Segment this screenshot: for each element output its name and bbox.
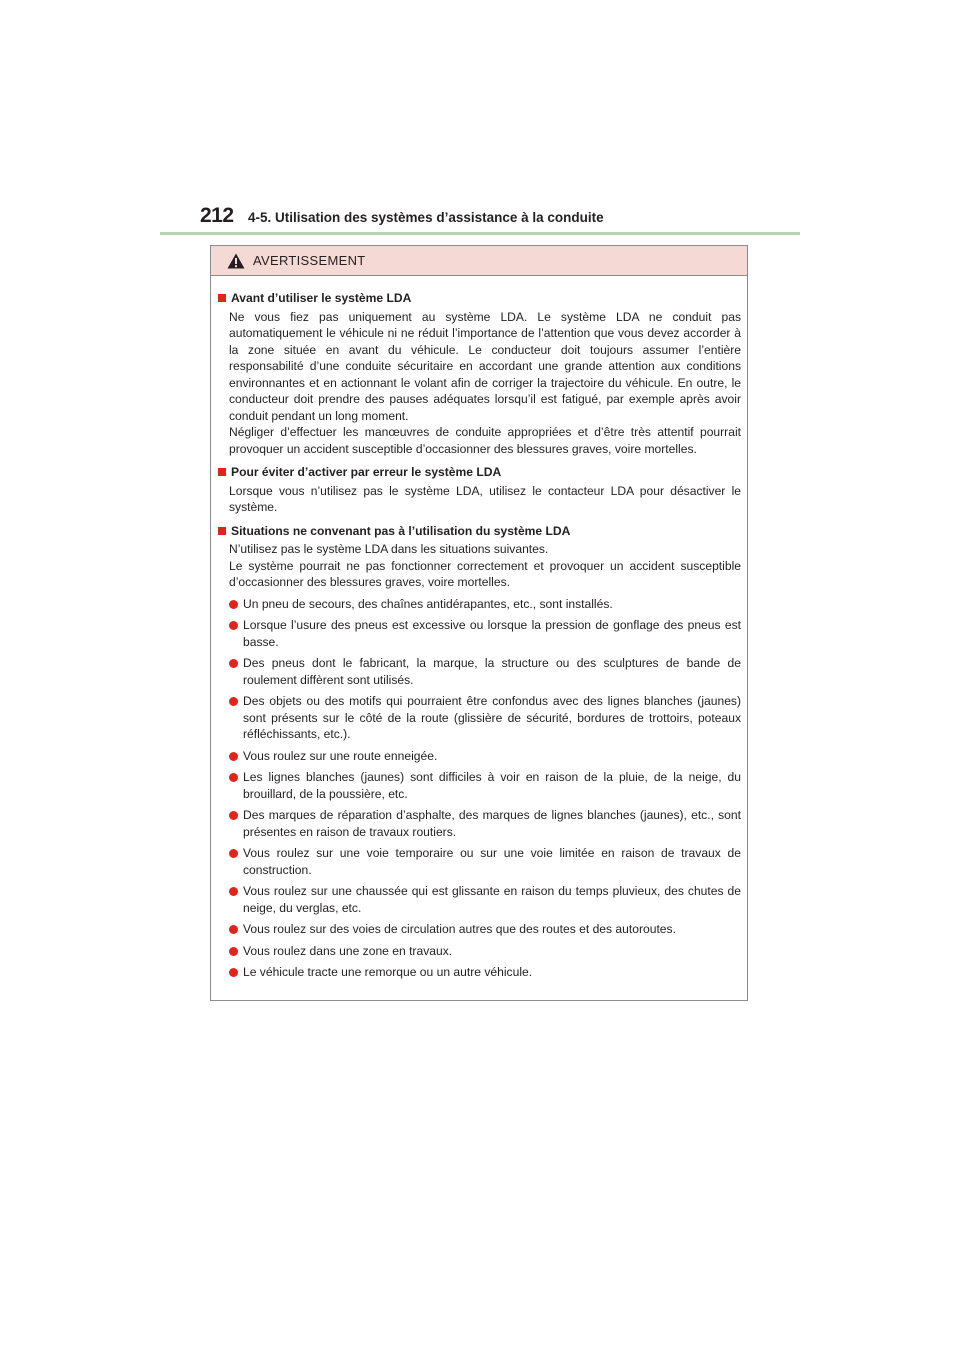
list-item: Vous roulez sur une route enneigée. bbox=[229, 748, 741, 765]
list-item: Lorsque l’usure des pneus est excessive ou lorsque la pression de gonflage des pneus est basse. bbox=[229, 617, 741, 650]
paragraph: Le système pourrait ne pas fonctionner correctement et provoquer un accident susceptible d’occasionner des blessures graves, voire mortelles. bbox=[229, 558, 741, 589]
square-bullet-icon bbox=[218, 294, 226, 302]
square-bullet-icon bbox=[218, 527, 226, 535]
paragraph: Lorsque vous n’utilisez pas le système LDA, utilisez le contacteur LDA pour désactiver le système. bbox=[229, 483, 741, 514]
list-item: Vous roulez sur une voie temporaire ou sur une voie limitée en raison de travaux de construction. bbox=[229, 845, 741, 878]
bullet-dot-icon bbox=[229, 659, 238, 668]
list-item: Un pneu de secours, des chaînes antidérapantes, etc., sont installés. bbox=[229, 596, 741, 613]
section-body bbox=[229, 541, 741, 591]
warning-triangle-icon bbox=[227, 253, 245, 269]
list-item: Vous roulez sur une chaussée qui est glissante en raison du temps pluvieux, des chutes de neige, du verglas, etc. bbox=[229, 883, 741, 916]
bullet-dot-icon bbox=[229, 849, 238, 858]
square-bullet-icon bbox=[218, 468, 226, 476]
list-item: Des marques de réparation d’asphalte, des marques de lignes blanches (jaunes), etc., sont présentes en raison de travaux routiers. bbox=[229, 807, 741, 840]
bullet-dot-icon bbox=[229, 621, 238, 630]
section-heading: Pour éviter d’activer par erreur le système LDA bbox=[217, 464, 741, 481]
section-heading: Situations ne convenant pas à l’utilisation du système LDA bbox=[217, 523, 741, 540]
list-item: Des objets ou des motifs qui pourraient être confondus avec des lignes blanches (jaunes) sont présents sur le côté de la route (glissière de sécurité, bordures de trottoirs, poteaux réfléchissants, etc.). bbox=[229, 693, 741, 743]
warning-box bbox=[210, 245, 748, 1001]
warning-content bbox=[211, 276, 747, 981]
bullet-dot-icon bbox=[229, 773, 238, 782]
list-item: Des pneus dont le fabricant, la marque, la structure ou des sculptures de bande de roulement diffèrent sont utilisés. bbox=[229, 655, 741, 688]
warning-header bbox=[211, 246, 747, 276]
section-heading: Avant d’utiliser le système LDA bbox=[217, 290, 741, 307]
section-body bbox=[229, 483, 741, 516]
paragraph: N’utilisez pas le système LDA dans les situations suivantes. bbox=[229, 542, 549, 556]
bullet-dot-icon bbox=[229, 752, 238, 761]
list-item: Vous roulez sur des voies de circulation autres que des routes et des autoroutes. bbox=[229, 921, 741, 938]
bullet-dot-icon bbox=[229, 947, 238, 956]
section-body bbox=[229, 309, 741, 458]
bullet-dot-icon bbox=[229, 600, 238, 609]
bullet-dot-icon bbox=[229, 968, 238, 977]
header-divider bbox=[160, 232, 800, 235]
warning-title: AVERTISSEMENT bbox=[253, 253, 366, 268]
page-number: 212 bbox=[200, 204, 234, 227]
bullet-dot-icon bbox=[229, 811, 238, 820]
paragraph: Négliger d’effectuer les manœuvres de conduite appropriées et d’être très attentif pourrait provoquer un accident susceptible d’occasionner des blessures graves, voire mortelles. bbox=[229, 425, 741, 456]
bullet-dot-icon bbox=[229, 697, 238, 706]
list-item: Vous roulez dans une zone en travaux. bbox=[229, 943, 741, 960]
list-item: Les lignes blanches (jaunes) sont difficiles à voir en raison de la pluie, de la neige, du brouillard, de la poussière, etc. bbox=[229, 769, 741, 802]
bullet-dot-icon bbox=[229, 925, 238, 934]
paragraph: Ne vous fiez pas uniquement au système LDA. Le système LDA ne conduit pas automatiquement le véhicule ni ne réduit l’importance de l’attention que vous devez accorder à la zone située en avant du véhicule. Le conducteur doit toujours assumer l’entière responsabilité d’une conduite sécuritaire en accordant une grande attention aux conditions environnantes et en actionnant le volant afin de corriger la trajectoire du véhicule. En outre, le conducteur doit prendre des pauses adéquates lorsqu’il est fatigué, par exemple après avoir conduit pendant un long moment. bbox=[229, 309, 741, 423]
section-title: 4-5. Utilisation des systèmes d’assistance à la conduite bbox=[248, 210, 604, 225]
page-header bbox=[160, 200, 800, 236]
bullet-dot-icon bbox=[229, 887, 238, 896]
list-item: Le véhicule tracte une remorque ou un autre véhicule. bbox=[229, 964, 741, 981]
